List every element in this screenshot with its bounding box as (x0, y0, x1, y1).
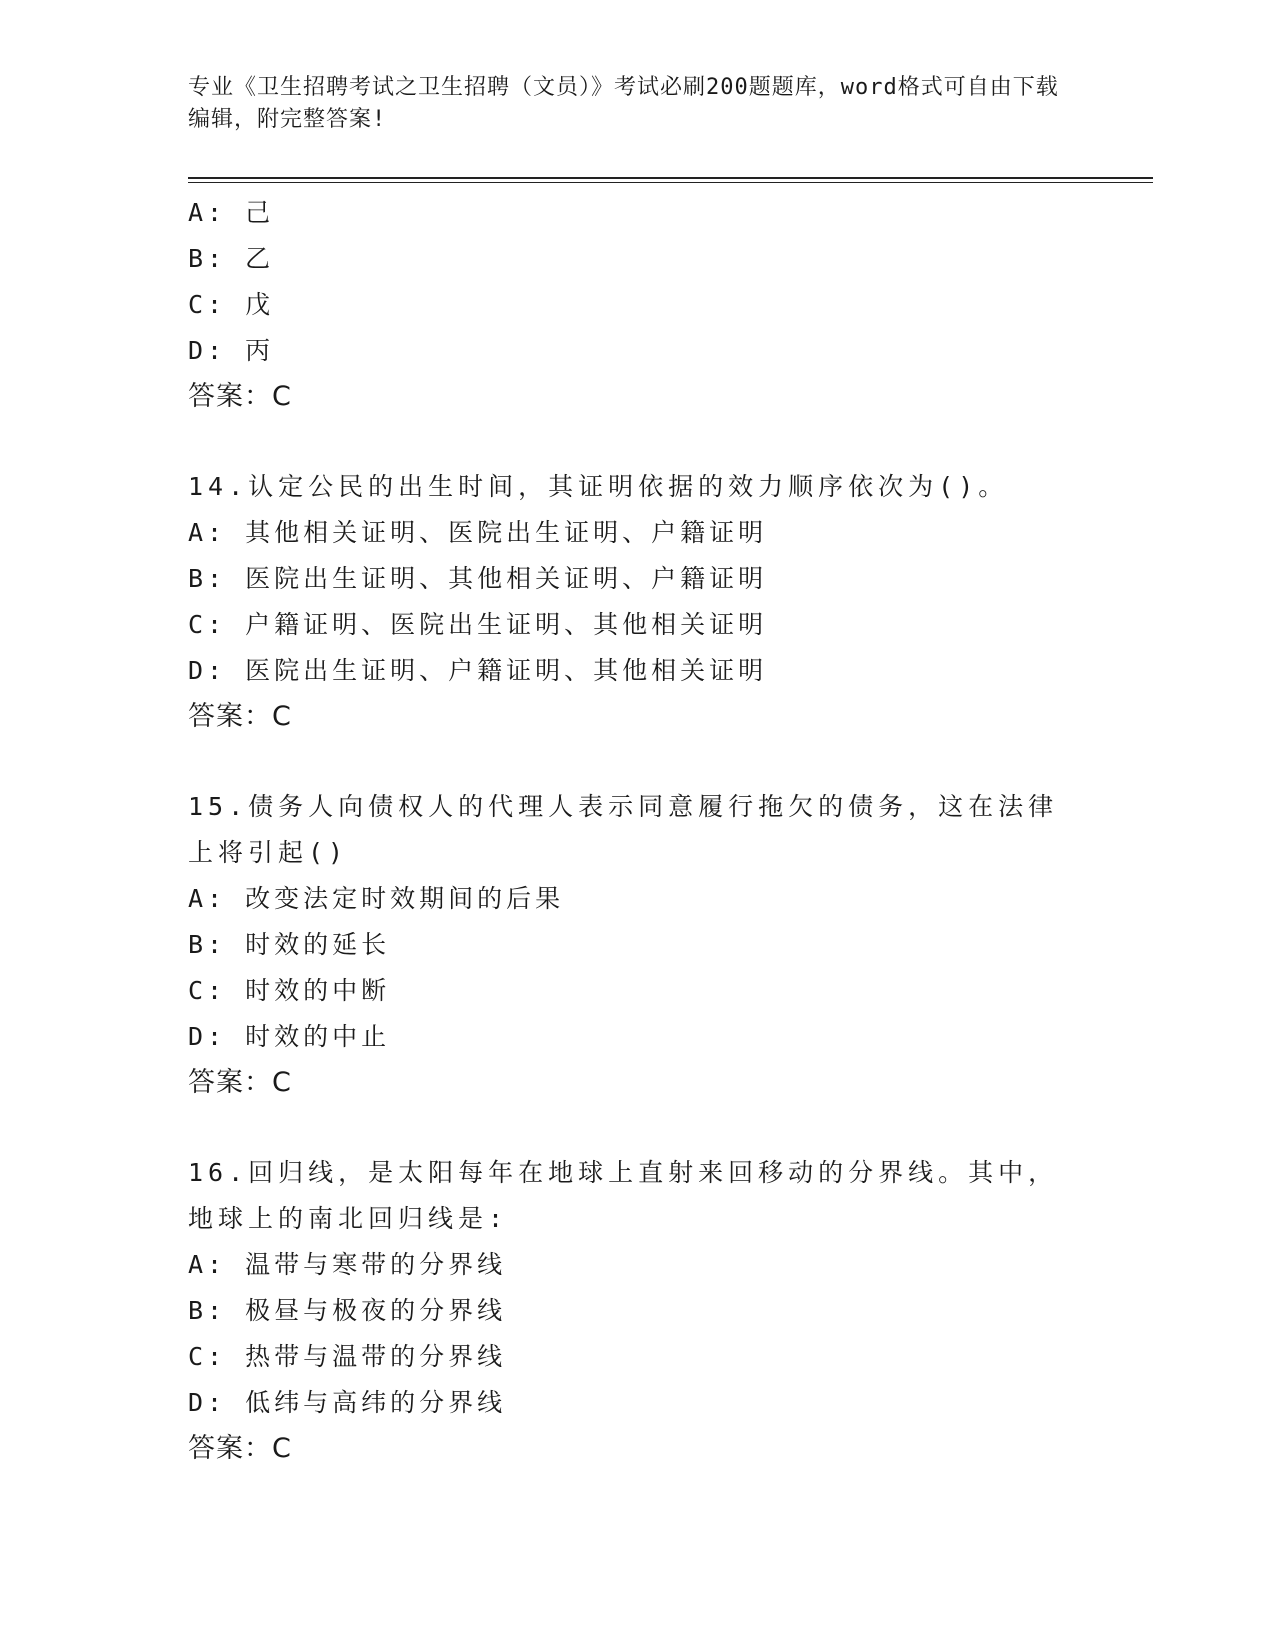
option-a: A: 己 (188, 198, 275, 227)
question-text: 14.认定公民的出生时间，其证明依据的效力顺序依次为()。 (188, 472, 1009, 501)
answer-line: 答案：C (188, 1433, 292, 1464)
option-a: A: 温带与寒带的分界线 (188, 1250, 507, 1279)
option-a: A: 其他相关证明、医院出生证明、户籍证明 (188, 518, 768, 547)
option-c: C: 时效的中断 (188, 976, 391, 1005)
option-b: B: 医院出生证明、其他相关证明、户籍证明 (188, 564, 768, 593)
option-a: A: 改变法定时效期间的后果 (188, 884, 565, 913)
document-header: 专业《卫生招聘考试之卫生招聘（文员）》考试必刷200题题库，word格式可自由下载编辑，附完整答案! (188, 75, 1059, 132)
option-b: B: 乙 (188, 244, 275, 273)
answer-line: 答案：C (188, 701, 292, 732)
question-16 (188, 1150, 1118, 1472)
question-15 (188, 784, 1118, 1106)
option-d: D: 低纬与高纬的分界线 (188, 1388, 507, 1417)
header-divider-thin (188, 182, 1153, 183)
option-c: C: 户籍证明、医院出生证明、其他相关证明 (188, 610, 768, 639)
answer-line: 答案：C (188, 1067, 292, 1098)
option-c: C: 戊 (188, 290, 275, 319)
option-b: B: 极昼与极夜的分界线 (188, 1296, 507, 1325)
option-d: D: 时效的中止 (188, 1022, 391, 1051)
header-divider-thick (188, 177, 1153, 179)
question-list (188, 190, 1118, 1472)
answer-line: 答案：C (188, 381, 292, 412)
option-d: D: 丙 (188, 336, 275, 365)
question-text: 16.回归线，是太阳每年在地球上直射来回移动的分界线。其中，地球上的南北回归线是: (188, 1158, 1059, 1233)
question-14 (188, 464, 1118, 740)
question-text: 15.债务人向债权人的代理人表示同意履行拖欠的债务，这在法律上将引起() (188, 792, 1059, 867)
option-b: B: 时效的延长 (188, 930, 391, 959)
option-c: C: 热带与温带的分界线 (188, 1342, 507, 1371)
option-d: D: 医院出生证明、户籍证明、其他相关证明 (188, 656, 768, 685)
question-13 (188, 190, 1118, 420)
